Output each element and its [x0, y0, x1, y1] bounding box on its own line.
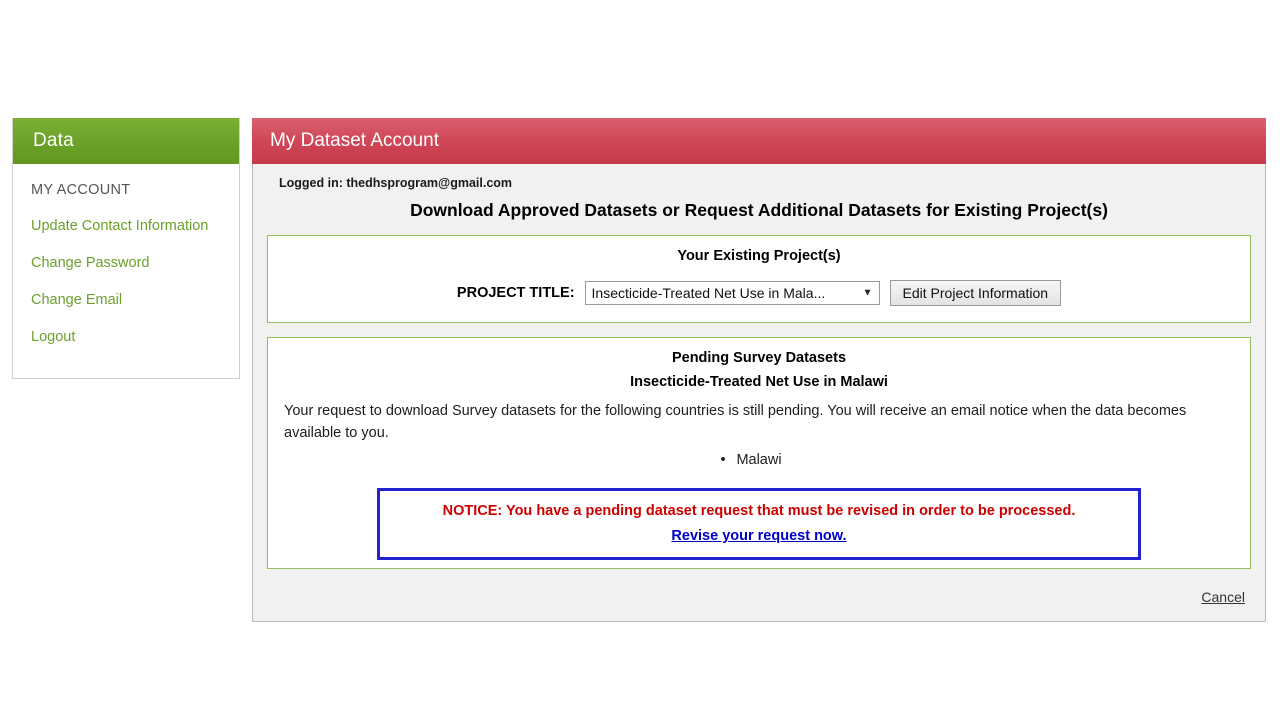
chevron-down-icon: ▼	[862, 287, 873, 299]
edit-project-information-button[interactable]: Edit Project Information	[890, 280, 1062, 306]
project-title-select[interactable]	[585, 281, 880, 305]
cancel-link[interactable]: Cancel	[1201, 589, 1245, 605]
existing-projects-title: Your Existing Project(s)	[677, 248, 841, 264]
project-selection-row	[268, 280, 1250, 306]
pending-datasets-title: Pending Survey Datasets	[671, 350, 847, 366]
main-header	[252, 118, 1266, 164]
revise-request-link[interactable]: Revise your request now.	[671, 528, 847, 544]
sidebar-item-change-email[interactable]: Change Email	[31, 292, 123, 308]
main-panel	[252, 118, 1266, 622]
sidebar-item-update-contact-information[interactable]: Update Contact Information	[31, 218, 209, 234]
revision-notice-box	[377, 488, 1141, 560]
pending-datasets-body-text: Your request to download Survey datasets for the following countries is still pending. You will receive an email notice when the data becomes available to you.	[284, 403, 1187, 441]
main-body	[252, 164, 1266, 622]
existing-projects-box	[267, 235, 1251, 323]
list-item: • Malawi	[282, 452, 1236, 468]
main-header-title: My Dataset Account	[270, 130, 439, 151]
pending-datasets-subtitle: Insecticide-Treated Net Use in Malawi	[630, 374, 888, 390]
pending-datasets-box	[267, 337, 1251, 569]
project-title-label: PROJECT TITLE:	[456, 285, 575, 301]
sidebar-item-logout[interactable]: Logout	[31, 329, 76, 345]
page-title: Download Approved Datasets or Request Additional Datasets for Existing Project(s)	[410, 200, 1108, 220]
sidebar	[12, 118, 240, 379]
logged-in-status: Logged in: thedhsprogram@gmail.com	[279, 176, 513, 190]
sidebar-header	[13, 118, 239, 164]
sidebar-item-change-password[interactable]: Change Password	[31, 255, 150, 271]
cancel-row	[267, 583, 1251, 609]
revision-notice-link-wrap	[380, 527, 1138, 545]
revision-notice-text: NOTICE: You have a pending dataset request that must be revised in order to be processed.	[442, 503, 1076, 519]
project-title-selected-value: Insecticide-Treated Net Use in Mala...	[591, 285, 826, 301]
sidebar-body	[13, 164, 239, 378]
sidebar-header-label: Data	[33, 130, 74, 151]
pending-country-list	[282, 452, 1236, 468]
sidebar-account-heading: MY ACCOUNT	[31, 182, 131, 198]
